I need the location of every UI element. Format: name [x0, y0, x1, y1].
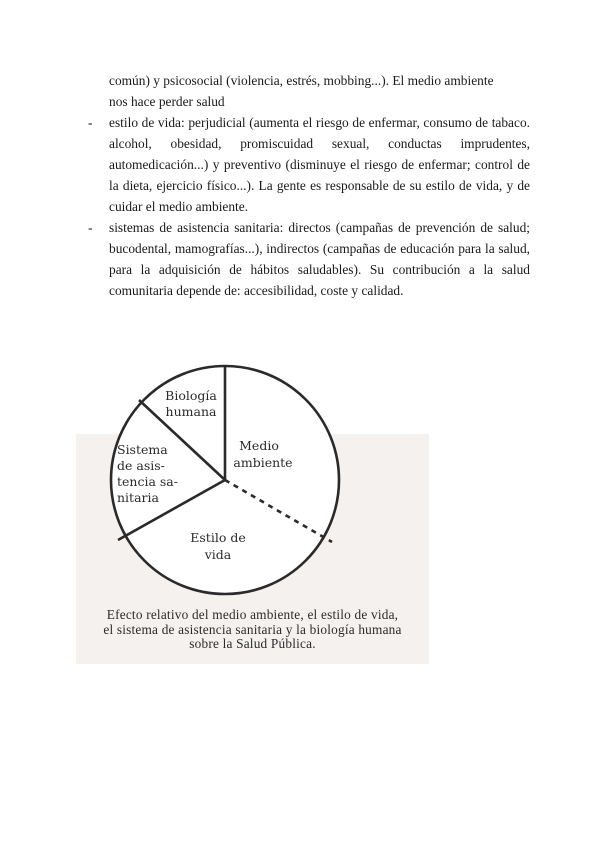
- figure-caption: [76, 608, 429, 652]
- segment-label-medio-2: ambiente: [233, 455, 293, 470]
- segment-label-estilo-1: Estilo de: [190, 530, 246, 545]
- segment-label-sistema-3: tencia sa-: [117, 474, 178, 489]
- segment-label-estilo-2: vida: [204, 547, 232, 562]
- body-text: [88, 70, 530, 301]
- segment-label-biologia-1: Biología: [165, 388, 217, 403]
- pie-figure: [76, 352, 429, 664]
- bullet-text-lifestyle: estilo de vida: perjudicial (aumenta el riesgo de enfermar, consumo de tabaco. alcohol, obesidad, promiscuidad sexual, conductas imprudentes, automedicación...) y preventivo (disminuye el riesgo de enfermar; control de la dieta, ejercicio físico...). La gente es responsable de su estilo de vida, y de cuidar el medio ambiente.: [109, 115, 530, 214]
- caption-line-1: Efecto relativo del medio ambiente, el estilo de vida,: [106, 607, 399, 622]
- pie-chart: [76, 352, 429, 608]
- bullet-dash: -: [88, 115, 93, 130]
- segment-label-biologia-2: humana: [165, 404, 217, 419]
- list-item-lifestyle: [88, 112, 530, 217]
- continuation-line-2: nos hace perder salud: [109, 94, 225, 109]
- segment-label-sistema-1: Sistema: [117, 442, 168, 457]
- caption-line-2: el sistema de asistencia sanitaria y la biología humana: [103, 621, 402, 637]
- segment-label-medio-1: Medio: [239, 438, 279, 453]
- segment-label-sistema-4: nitaria: [117, 490, 159, 505]
- caption-line-3: sobre la Salud Pública.: [189, 636, 316, 651]
- segment-label-sistema-2: de asis-: [117, 458, 165, 473]
- bullet-text-health-systems: sistemas de asistencia sanitaria: directos (campañas de prevención de salud; bucodental, mamografías...), indirectos (campañas de educación para la salud, para la adquisición de hábitos saludables). Su contribución a la salud comunitaria depende de: accesibilidad, coste y calidad.: [109, 220, 530, 298]
- list-item-health-systems: [88, 217, 530, 301]
- bullet-dash: -: [88, 220, 93, 235]
- continuation-line-1: común) y psicosocial (violencia, estrés, mobbing...). El medio ambiente: [109, 73, 494, 88]
- continuation-paragraph: [88, 70, 530, 112]
